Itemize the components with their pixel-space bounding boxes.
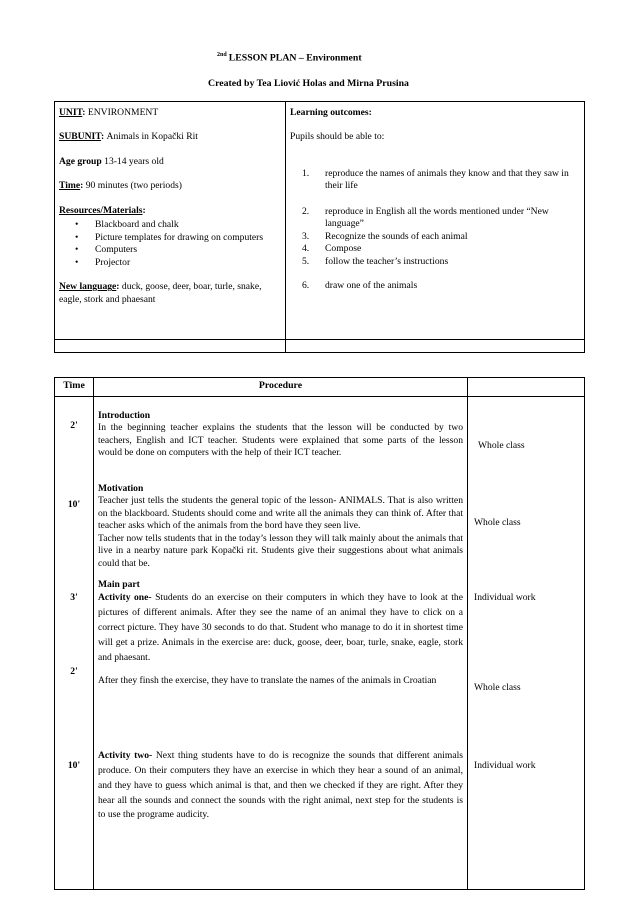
introduction-text: In the beginning teacher explains the students that the lesson will be conducted by two teachers, English and ICT teacher. Students were explained that some parts of the lesson would be done on computers with the help of their ICT teacher. bbox=[98, 422, 463, 459]
work-form-activity-two: Individual work bbox=[474, 760, 536, 771]
time-activity-two: 10' bbox=[67, 760, 81, 771]
resource-item: • Blackboard and chalk bbox=[75, 219, 281, 231]
activity-two-text: Activity two- Next thing students have to do is recognize the sounds that different animals produce. On their computers they have an exercise in which they hear a sound of an animal, and they have to guess which animal is that, and then we checked if they are right. After they hear all the sounds and connect the sounds with the right animal, next step for the students is to use the programe audicity. bbox=[98, 750, 464, 821]
introduction-heading: Introduction bbox=[98, 410, 151, 421]
subunit-label: SUBUNIT bbox=[59, 131, 101, 143]
time-translate: 2' bbox=[70, 666, 78, 677]
resource-item: • Picture templates for drawing on computers bbox=[75, 232, 281, 244]
age-label: Age group bbox=[59, 155, 102, 167]
authors-line: Created by Tea Liović Holas and Mirna Prusina bbox=[208, 78, 409, 89]
outcome-item: 3. Recognize the sounds of each animal bbox=[302, 230, 468, 242]
unit-label: UNIT bbox=[59, 107, 83, 118]
time-column-header: Time bbox=[55, 378, 94, 397]
motivation-text-2: Tacher now tells students that in the today’s lesson they will talk mainly about the animals that live in a nearby nature park Kopački rit. Students give their suggestions about what animals could that be. bbox=[98, 532, 463, 569]
main-part-heading: Main part bbox=[98, 579, 140, 590]
unit-value: ENVIRONMENT bbox=[87, 107, 159, 118]
procedure-table bbox=[54, 377, 585, 890]
activity-one-text: Activity one- Students do an exercise on their computers in which they have to look at the pictures of different animals. After they see the name of an animal they have to click on a correct picture. They have 30 seconds to do that. Student who manage to do it in shortest time will get a prize. Animals in the exercise are: duck, goose, deer, boar, turle, snake, eagle, stork and phaesant. bbox=[98, 592, 463, 663]
lesson-details-cell: UNIT: ENVIRONMENT SUBUNIT: Animals in Kopački Rit Age group 13-14 years old Time: 90 minutes (two periods) Resources/Materials: • Blackboard and chalk • Picture templates for drawing on computers • Computers • Projector New language: duck, goose, deer, boar, turle, snake, eagle, stork and phaesant bbox=[55, 102, 286, 340]
age-value: 13-14 years old bbox=[104, 155, 164, 167]
empty-cell bbox=[55, 340, 286, 353]
empty-cell bbox=[286, 340, 585, 353]
outcomes-list bbox=[290, 168, 580, 293]
work-form-translate: Whole class bbox=[474, 682, 521, 693]
main-part-section bbox=[98, 579, 463, 666]
lesson-info-table bbox=[54, 101, 585, 353]
procedure-column-header: Procedure bbox=[94, 378, 468, 397]
outcomes-intro: Pupils should be able to: bbox=[290, 131, 385, 143]
time-value: 90 minutes (two periods) bbox=[85, 180, 182, 192]
new-language-label: New language bbox=[59, 281, 117, 293]
resources-label: Resources/Materials bbox=[59, 204, 143, 216]
resources-list bbox=[59, 219, 281, 269]
work-form-motivation: Whole class bbox=[474, 517, 521, 528]
work-form-cell bbox=[468, 397, 585, 890]
outcome-item: 4. Compose bbox=[302, 243, 362, 255]
resource-item: • Projector bbox=[75, 257, 281, 269]
motivation-text-1: Teacher just tells the students the general topic of the lesson- ANIMALS. That is also written on the blackboard. Students should come and write all the animals they can think of. After that teacher asks which of the animals from the bord have they seen live. bbox=[98, 495, 463, 532]
learning-outcomes-cell bbox=[286, 102, 585, 340]
time-label: Time bbox=[59, 180, 81, 192]
outcomes-heading: Learning outcomes: bbox=[290, 107, 372, 118]
time-motivation: 10' bbox=[67, 499, 81, 510]
translate-text: After they finsh the exercise, they have to translate the names of the animals in Croatian bbox=[98, 675, 437, 686]
motivation-section bbox=[98, 483, 463, 570]
document-title bbox=[217, 52, 362, 65]
title-main: LESSON PLAN – Environment bbox=[228, 52, 362, 64]
time-activity-one: 3' bbox=[70, 592, 78, 603]
work-form-activity-one: Individual work bbox=[474, 592, 536, 603]
outcome-item: 1. reproduce the names of animals they know and that they saw in their life bbox=[302, 167, 569, 192]
title-superscript: 2nd bbox=[217, 52, 227, 58]
time-intro: 2' bbox=[70, 420, 78, 431]
subunit-value: Animals in Kopački Rit bbox=[106, 131, 198, 143]
motivation-heading: Motivation bbox=[98, 483, 144, 494]
resource-item: • Computers bbox=[75, 244, 281, 256]
procedure-cell bbox=[94, 397, 468, 890]
new-language-value: duck, goose, deer, boar, turle, snake, eagle, stork and phaesant bbox=[59, 281, 262, 305]
outcome-item: 2. reproduce in English all the words mentioned under “New language” bbox=[302, 205, 549, 230]
introduction-section bbox=[98, 410, 463, 460]
work-form-intro: Whole class bbox=[478, 440, 525, 451]
outcome-item: 6. draw one of the animals bbox=[302, 280, 418, 292]
work-form-column-header bbox=[468, 378, 585, 397]
time-cell bbox=[55, 397, 94, 890]
outcome-item: 5. follow the teacher’s instructions bbox=[302, 255, 449, 267]
